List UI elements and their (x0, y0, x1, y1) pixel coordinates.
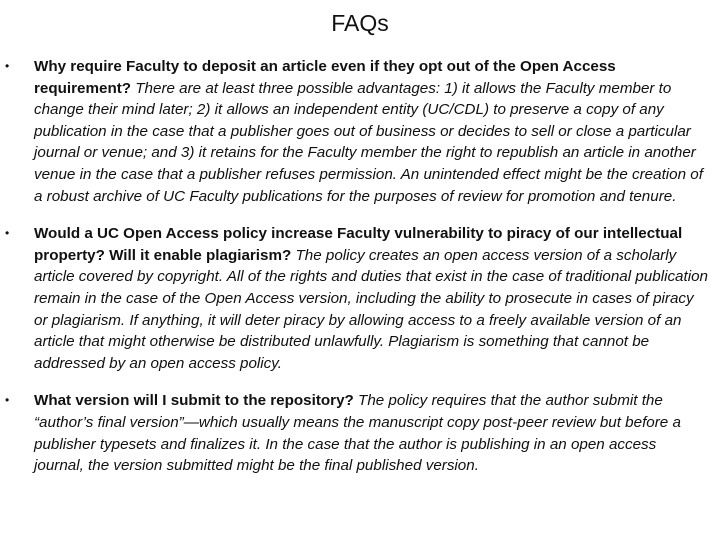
page-title: FAQs (331, 10, 389, 36)
bullet-icon: • (5, 226, 10, 241)
faq-answer: The policy requires that the author submit the “author’s final version”—which usually means the manuscript copy post-peer review but before a publisher typesets and finalizes it. In the case that the author is publishing in an open access journal, the version submitted might be the final published version. (34, 392, 681, 475)
faq-answer: The policy creates an open access version of a scholarly article covered by copyright. All of the rights and duties that exist in the case of traditional publication remain in the case of the Open Access version, including the ability to prosecute in cases of piracy or plagiarism. If anything, it will deter piracy by allowing access to a freely available version of an article that might otherwise be distributed unlawfully. Plagiarism is something that cannot be addressed by an open access policy. (34, 246, 708, 372)
bullet-icon: • (5, 393, 10, 408)
faq-question: Why require Faculty to deposit an article even if they opt out of the Open Access requirement? (34, 58, 616, 97)
faq-item-version (0, 390, 720, 476)
faq-item-deposit (0, 56, 720, 207)
bullet-icon: • (5, 59, 10, 73)
faq-list (0, 56, 720, 493)
faq-item-piracy (0, 223, 720, 374)
faq-answer: There are at least three possible advantages: 1) it allows the Faculty member to change their mind later; 2) it allows an independent entity (UC/CDL) to preserve a copy of any publication in the case that a publisher goes out of business or decides to sell or close a particular journal or venue; and 3) it retains for the Faculty member the right to republish an article in another venue in the case that a publisher refuses permission. An unintended effect might be the creation of a robust archive of UC Faculty publications for the purposes of review for promotion and tenure. (34, 79, 703, 205)
faq-question: Would a UC Open Access policy increase Faculty vulnerability to piracy of our intellectual property? Will it enable plagiarism? (34, 225, 683, 264)
faq-question: What version will I submit to the repository? (34, 392, 359, 410)
